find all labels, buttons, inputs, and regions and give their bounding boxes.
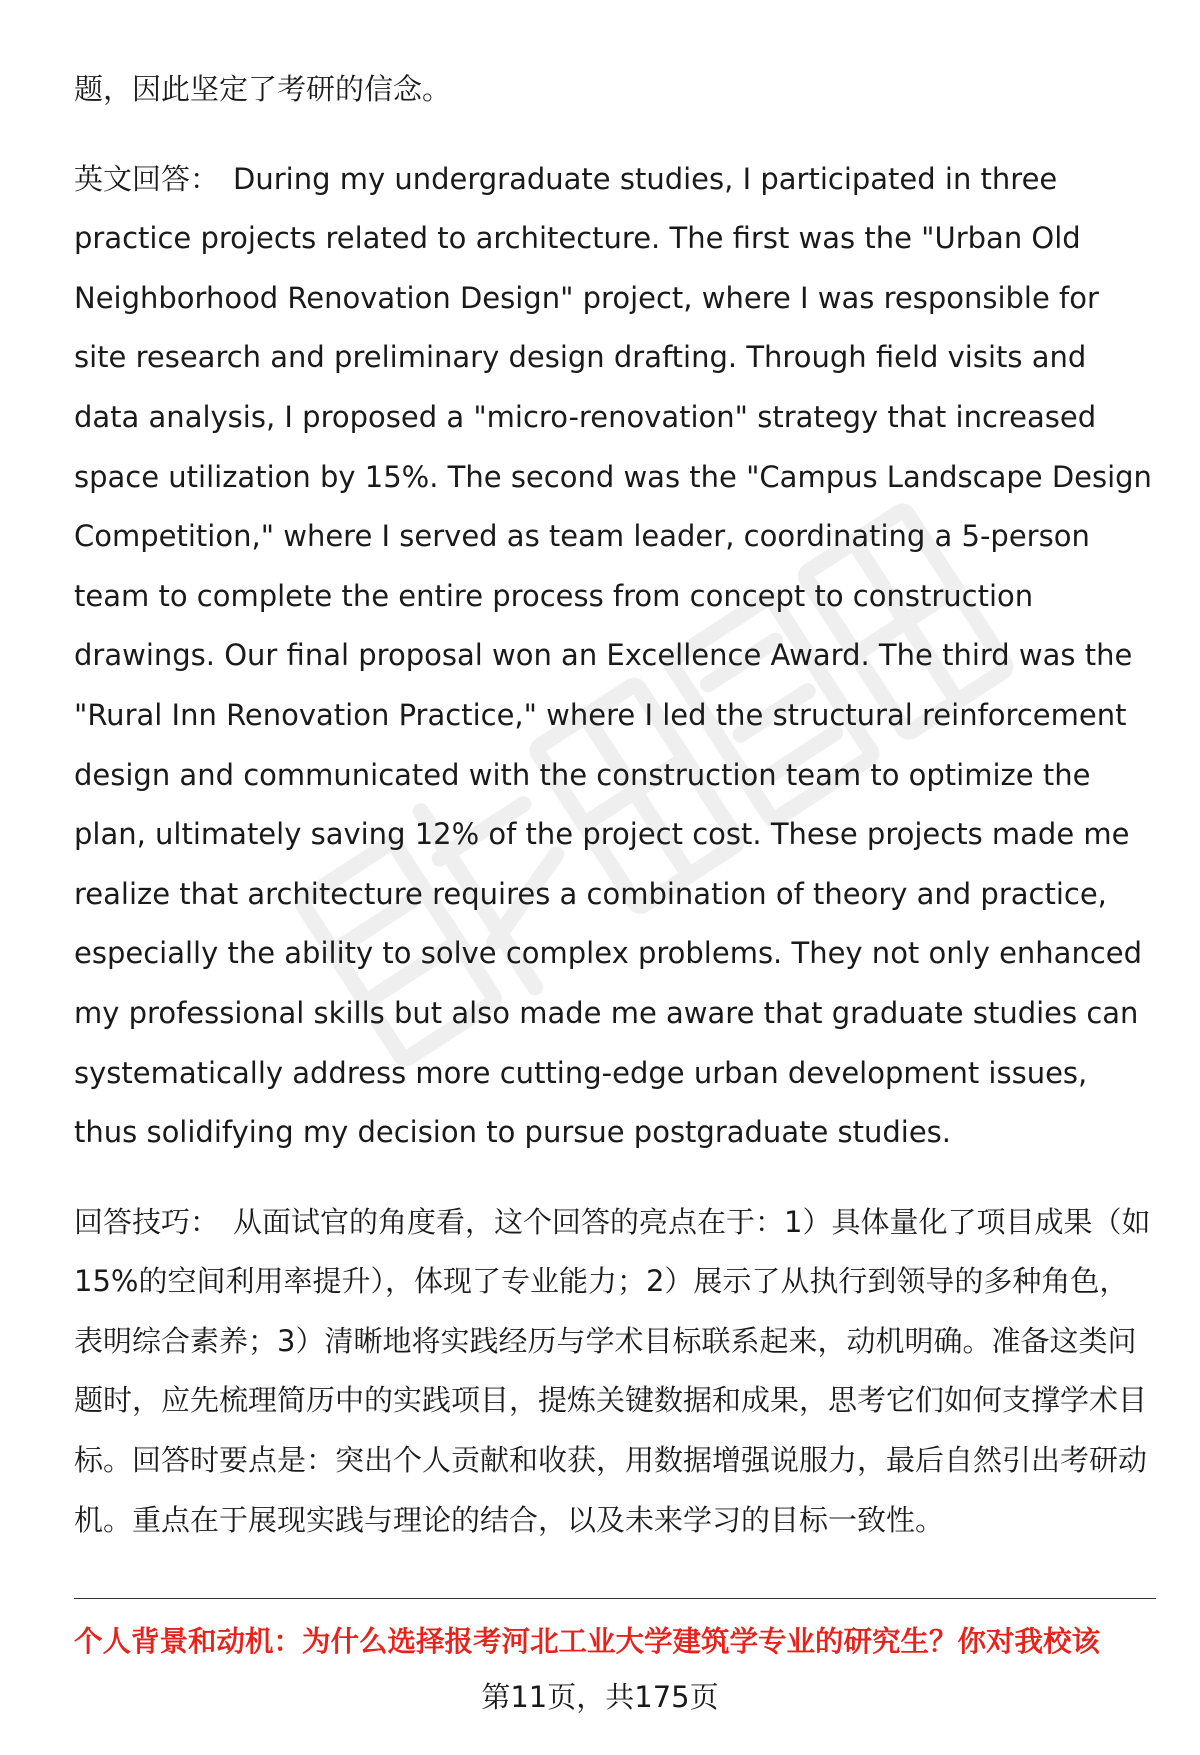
section-divider bbox=[74, 1598, 1156, 1599]
paragraph-previous-ending bbox=[74, 60, 1156, 120]
page-number: 第11页，共175页 bbox=[481, 1680, 719, 1714]
paragraph-english-answer bbox=[74, 150, 1156, 1163]
paragraph-answer-tips bbox=[74, 1193, 1156, 1551]
english-answer-label: 英文回答： bbox=[74, 161, 220, 196]
next-section-heading: 个人背景和动机：为什么选择报考河北工业大学建筑学专业的研究生？你对我校该 bbox=[74, 1625, 1101, 1658]
answer-tips-label: 回答技巧： bbox=[74, 1204, 220, 1239]
answer-tips-text: 从面试官的角度看，这个回答的亮点在于：1）具体量化了项目成果（如15%的空间利用率提升），体现了专业能力；2）展示了从执行到领导的多种角色，表明综合素养；3）清晰地将实践经历与学术目标联系起来，动机明确。准备这类问题时，应先梳理简历中的实践项目，提炼关键数据和成果，思考它们如何支撑学术目标。回答时要点是：突出个人贡献和收获，用数据增强说服力，最后自然引出考研动机。重点在于展现实践与理论的结合，以及未来学习的目标一致性。 bbox=[74, 1204, 1151, 1537]
english-answer-text: During my undergraduate studies, I participated in three practice projects related to architecture. The first was the "Urban Old Neighborhood Renovation Design" project, where I was responsible for site research and preliminary design drafting. Through field visits and data analysis, I proposed a "micro-renovation" strategy that increased space utilization by 15%. The second was the "Campus Landscape Design Competition," where I served as team leader, coordinating a 5-person team to complete the entire process from concept to construction drawings. Our final proposal won an Excellence Award. The third was the "Rural Inn Renovation Practice," where I led the structural reinforcement design and communicated with the construction team to optimize the plan, ultimately saving 12% of the project cost. These projects made me realize that architecture requires a combination of theory and practice, especially the ability to solve complex problems. They not only enhanced my professional skills but also made me aware that graduate studies can systematically address more cutting-edge urban development issues, thus solidifying my decision to pursue postgraduate studies. bbox=[74, 161, 1152, 1150]
paragraph-text: 题，因此坚定了考研的信念。 bbox=[74, 72, 452, 106]
document-body bbox=[74, 60, 1156, 1550]
